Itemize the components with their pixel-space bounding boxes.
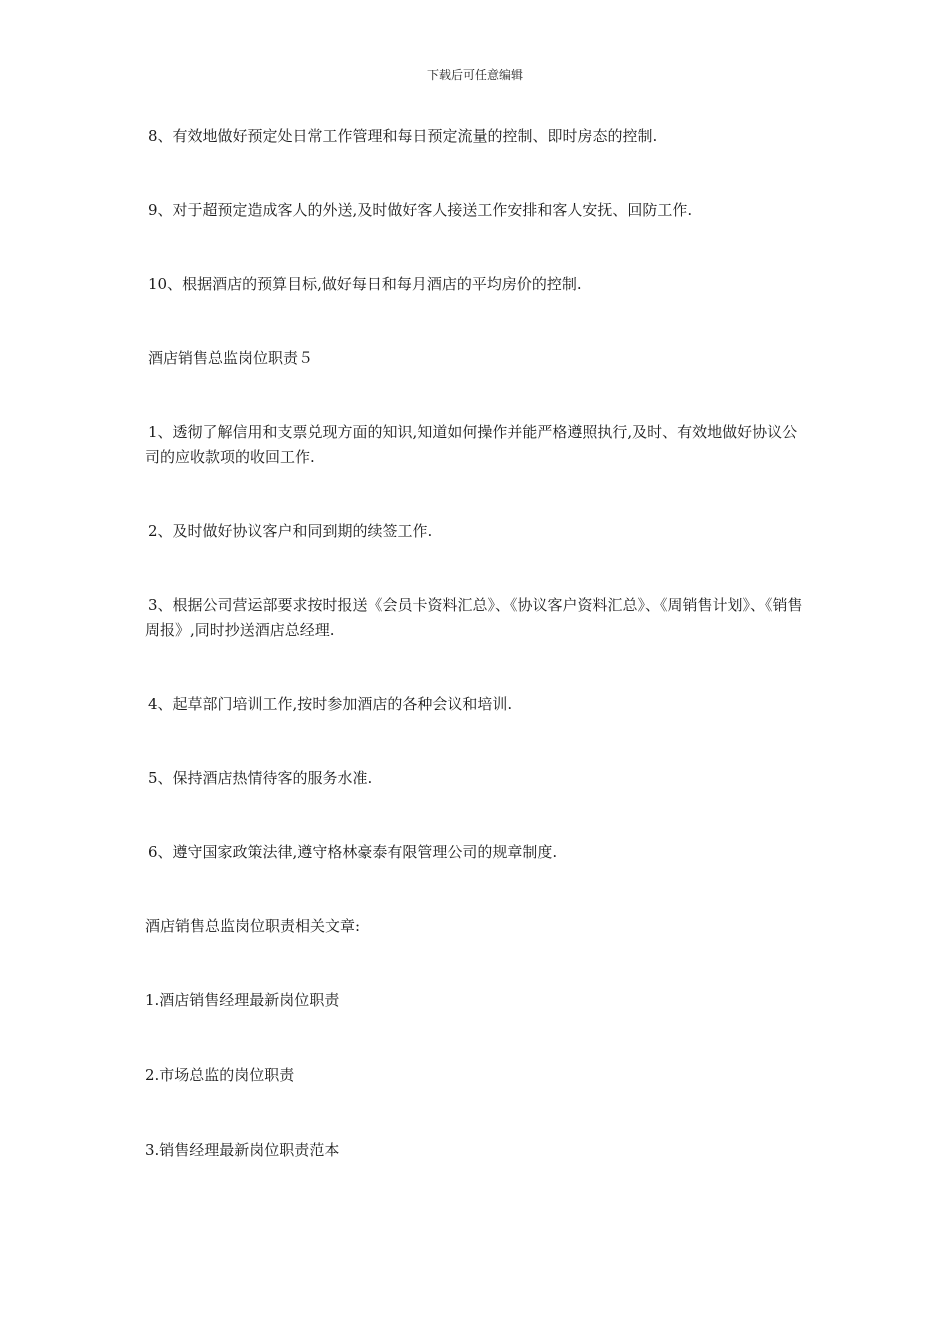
paragraph-duty-3: 3、根据公司营运部要求按时报送《会员卡资料汇总》、《协议客户资料汇总》、《周销售计划》、《销售周报》,同时抄送酒店总经理. (145, 596, 803, 639)
document-body (145, 124, 810, 1213)
related-articles-heading: 酒店销售总监岗位职责相关文章: (145, 917, 361, 935)
paragraph-duty-8: 8、有效地做好预定处日常工作管理和每日预定流量的控制、即时房态的控制. (148, 127, 658, 145)
paragraph-duty-10: 10、根据酒店的预算目标,做好每日和每月酒店的平均房价的控制. (148, 275, 582, 293)
paragraph-duty-6: 6、遵守国家政策法律,遵守格林豪泰有限管理公司的规章制度. (148, 843, 558, 861)
section-heading: 酒店销售总监岗位职责５ (148, 349, 314, 367)
related-article-link-2[interactable]: 2.市场总监的岗位职责 (145, 1066, 295, 1084)
related-article-link-3[interactable]: 3.销售经理最新岗位职责范本 (145, 1141, 340, 1159)
paragraph-duty-9: 9、对于超预定造成客人的外送,及时做好客人接送工作安排和客人安抚、回防工作. (148, 201, 693, 219)
related-article-link-1[interactable]: 1.酒店销售经理最新岗位职责 (145, 991, 340, 1009)
paragraph-duty-2: 2、及时做好协议客户和同到期的续签工作. (148, 522, 433, 540)
paragraph-duty-5: 5、保持酒店热情待客的服务水准. (148, 769, 373, 787)
paragraph-duty-4: 4、起草部门培训工作,按时参加酒店的各种会议和培训. (148, 695, 513, 713)
page-header: 下载后可任意编辑 (426, 68, 523, 82)
paragraph-duty-1: 1、透彻了解信用和支票兑现方面的知识,知道如何操作并能严格遵照执行,及时、有效地做好协议公司的应收款项的收回工作. (145, 423, 798, 466)
